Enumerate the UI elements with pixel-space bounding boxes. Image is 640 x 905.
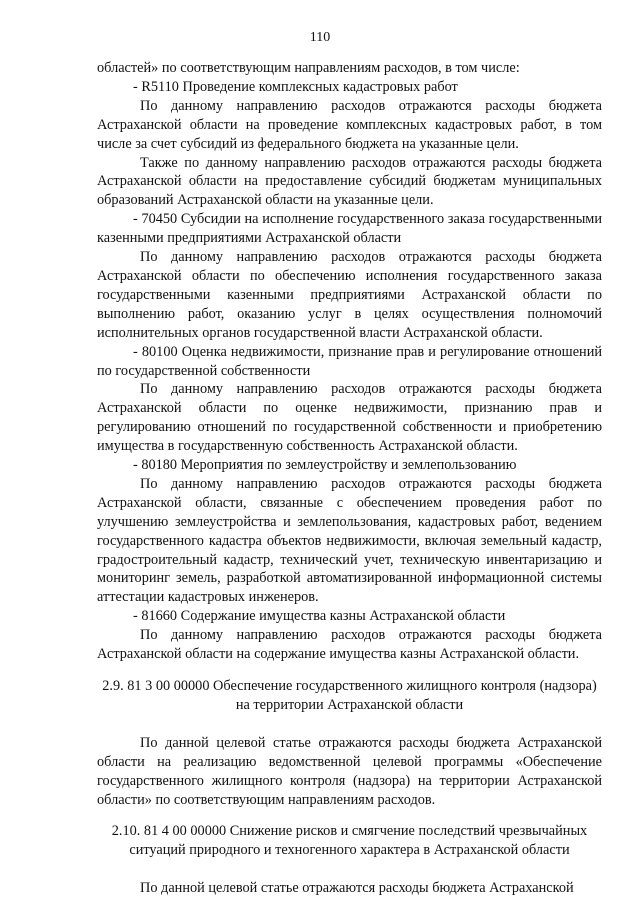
expense-item: - R5110 Проведение комплексных кадастровых работ (133, 78, 458, 95)
expense-item: - 81660 Содержание имущества казны Астраханской области (133, 608, 506, 625)
section-heading-2-10: 2.10. 81 4 00 00000 Снижение рисков и смягчение последствий чрезвычайных ситуаций природного и техногенного характера в Астраханской области (111, 823, 588, 859)
document-body (97, 59, 602, 898)
paragraph: По данному направлению расходов отражаются расходы бюджета Астраханской области по оценке недвижимости, признанию прав и регулированию отношений по государственной собственности и приобретению имущества в государственную собственность Астраханской области. (97, 381, 602, 455)
page-number: 110 (309, 30, 331, 45)
paragraph: По данному направлению расходов отражаются расходы бюджета Астраханской области на содержание имущества казны Астраханской области. (97, 627, 602, 663)
paragraph: областей» по соответствующим направлениям расходов, в том числе: (97, 60, 520, 76)
paragraph: По данному направлению расходов отражаются расходы бюджета Астраханской области на проведение комплексных кадастровых работ, в том числе за счет субсидий из федерального бюджета на указанные цели. (97, 97, 602, 152)
expense-item: - 80180 Мероприятия по землеустройству и землепользованию (133, 457, 517, 474)
paragraph: По данной целевой статье отражаются расходы бюджета Астраханской области на реализацию ведомственной целевой программы «Обеспечение государственного жилищного контроля (надзора) на территории Астраханской области» по соответствующим направлениям расходов. (97, 734, 602, 808)
paragraph: По данной целевой статье отражаются расходы бюджета Астраханской (140, 880, 574, 897)
expense-item: - 70450 Субсидии на исполнение государственного заказа государственными казенными предприятиями Астраханской области (97, 211, 602, 247)
paragraph: Также по данному направлению расходов отражаются расходы бюджета Астраханской области на предоставление субсидий бюджетам муниципальных образований Астраханской области на указанные цели. (97, 154, 602, 209)
paragraph: По данному направлению расходов отражаются расходы бюджета Астраханской области по обеспечению исполнения государственного заказа государственными казенными предприятиями Астраханской области по выполнению работ, оказанию услуг в целях осуществления полномочий исполнительных органов государственной власти Астраханской области. (97, 249, 602, 341)
section-heading-2-9: 2.9. 81 3 00 00000 Обеспечение государственного жилищного контроля (надзора) на территории Астраханской области (102, 678, 597, 713)
paragraph: По данному направлению расходов отражаются расходы бюджета Астраханской области, связанные с обеспечением проведения работ по улучшению землеустройства и землепользования, кадастровых работ, ведением государственного кадастра объектов недвижимости, включая земельный кадастр, градостроительный кадастр, технический учет, техническую инвентаризацию и мониторинг земель, разработкой автоматизированной информационной системы аттестации кадастровых инженеров. (97, 475, 602, 606)
expense-item: - 80100 Оценка недвижимости, признание прав и регулирование отношений по государственной собственности (97, 343, 602, 379)
